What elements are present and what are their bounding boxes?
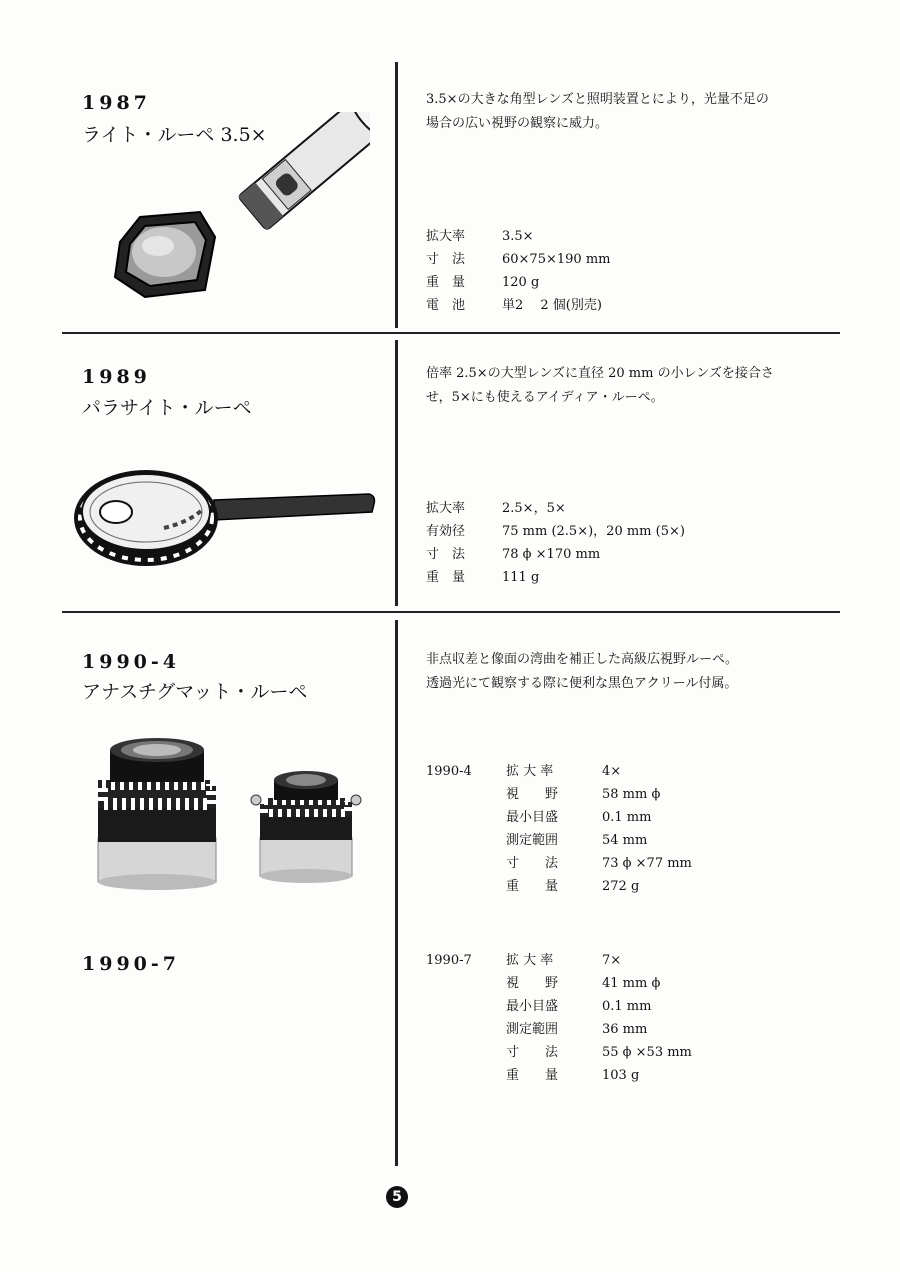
spec-label: 拡 大 率 bbox=[506, 953, 554, 968]
spec-row bbox=[426, 497, 685, 520]
spec-label: 測定範囲 bbox=[506, 1022, 559, 1037]
product-name: ライト・ルーペ 3.5× bbox=[82, 124, 267, 146]
spec-label: 視 野 bbox=[506, 787, 559, 802]
spec-value: 36 mm bbox=[602, 1022, 648, 1037]
product-year: 1989 bbox=[82, 366, 151, 388]
product-name: パラサイト・ルーペ bbox=[82, 397, 252, 419]
spec-row bbox=[426, 875, 692, 898]
spec-value: 75 mm (2.5×)，20 mm (5×) bbox=[502, 524, 685, 539]
spec-value: 78 ϕ ×170 mm bbox=[502, 547, 601, 562]
spec-value: 272 g bbox=[602, 879, 640, 894]
spec-value: 120 g bbox=[502, 275, 540, 290]
anastigmat-loupes-image bbox=[92, 728, 372, 898]
spec-row bbox=[426, 972, 692, 995]
spec-row bbox=[426, 1064, 692, 1087]
product-year: 1990-4 bbox=[82, 651, 180, 673]
spec-value: 55 ϕ ×53 mm bbox=[602, 1045, 692, 1060]
spec-label: 拡大率 bbox=[426, 229, 466, 244]
spec-label: 寸 法 bbox=[426, 547, 466, 562]
spec-row bbox=[426, 566, 685, 589]
spec-row bbox=[426, 1041, 692, 1064]
product-description bbox=[426, 88, 846, 136]
spec-value: 単2 2 個(別売) bbox=[502, 298, 602, 313]
light-loupe-image bbox=[100, 112, 370, 312]
spec-value: 111 g bbox=[502, 570, 540, 585]
spec-label: 寸 法 bbox=[506, 856, 559, 871]
spec-row bbox=[426, 949, 692, 972]
spec-value: 41 mm ϕ bbox=[602, 976, 661, 991]
spec-row bbox=[426, 760, 692, 783]
section-divider-2 bbox=[62, 611, 840, 613]
spec-row bbox=[426, 225, 610, 248]
spec-label: 視 野 bbox=[506, 976, 559, 991]
product-description bbox=[426, 362, 846, 410]
spec-row bbox=[426, 248, 610, 271]
spec-row bbox=[426, 829, 692, 852]
model-number: 1990-7 bbox=[426, 953, 472, 968]
product-year: 1987 bbox=[82, 92, 151, 114]
spec-label: 拡大率 bbox=[426, 501, 466, 516]
page-number: 5 bbox=[386, 1186, 408, 1208]
column-divider-1 bbox=[395, 62, 398, 328]
spec-label: 重 量 bbox=[426, 275, 466, 290]
description-line: 3.5×の大きな角型レンズと照明装置とにより，光量不足の bbox=[426, 92, 769, 107]
spec-list bbox=[426, 497, 685, 589]
spec-value: 7× bbox=[602, 953, 622, 968]
spec-row bbox=[426, 543, 685, 566]
spec-list bbox=[426, 225, 610, 317]
spec-row bbox=[426, 806, 692, 829]
spec-row bbox=[426, 783, 692, 806]
description-line: 場合の広い視野の観察に威力。 bbox=[426, 116, 609, 131]
description-line: 倍率 2.5×の大型レンズに直径 20 mm の小レンズを接合さ bbox=[426, 366, 774, 381]
spec-value: 0.1 mm bbox=[602, 999, 652, 1014]
spec-row bbox=[426, 1018, 692, 1041]
spec-value: 54 mm bbox=[602, 833, 648, 848]
model-number: 1990-4 bbox=[426, 764, 472, 779]
spec-label: 寸 法 bbox=[426, 252, 466, 267]
spec-value: 58 mm ϕ bbox=[602, 787, 661, 802]
spec-row bbox=[426, 294, 610, 317]
column-divider-3 bbox=[395, 620, 398, 1166]
section-divider-1 bbox=[62, 332, 840, 334]
spec-value: 2.5×，5× bbox=[502, 501, 566, 516]
spec-label: 拡 大 率 bbox=[506, 764, 554, 779]
spec-list bbox=[426, 949, 692, 1087]
spec-row bbox=[426, 271, 610, 294]
spec-label: 測定範囲 bbox=[506, 833, 559, 848]
spec-value: 60×75×190 mm bbox=[502, 252, 611, 267]
spec-row bbox=[426, 852, 692, 875]
parasite-loupe-image bbox=[74, 460, 384, 570]
spec-value: 103 g bbox=[602, 1068, 640, 1083]
product-description bbox=[426, 648, 846, 696]
spec-label: 重 量 bbox=[506, 1068, 559, 1083]
spec-label: 最小目盛 bbox=[506, 999, 559, 1014]
product-year: 1990-7 bbox=[82, 953, 180, 975]
spec-value: 4× bbox=[602, 764, 622, 779]
product-name: アナスチグマット・ルーペ bbox=[82, 681, 308, 703]
description-line: せ，5×にも使えるアイディア・ルーペ。 bbox=[426, 390, 664, 405]
spec-label: 寸 法 bbox=[506, 1045, 559, 1060]
spec-value: 0.1 mm bbox=[602, 810, 652, 825]
column-divider-2 bbox=[395, 340, 398, 606]
spec-row bbox=[426, 520, 685, 543]
spec-label: 電 池 bbox=[426, 298, 466, 313]
spec-list bbox=[426, 760, 692, 898]
description-line: 非点収差と像面の湾曲を補正した高級広視野ルーペ。 bbox=[426, 652, 739, 667]
spec-label: 重 量 bbox=[426, 570, 466, 585]
spec-label: 最小目盛 bbox=[506, 810, 559, 825]
spec-label: 有効径 bbox=[426, 524, 466, 539]
description-line: 透過光にて観察する際に便利な黒色アクリール付属。 bbox=[426, 676, 738, 691]
spec-value: 73 ϕ ×77 mm bbox=[602, 856, 692, 871]
spec-label: 重 量 bbox=[506, 879, 559, 894]
spec-row bbox=[426, 995, 692, 1018]
spec-value: 3.5× bbox=[502, 229, 534, 244]
